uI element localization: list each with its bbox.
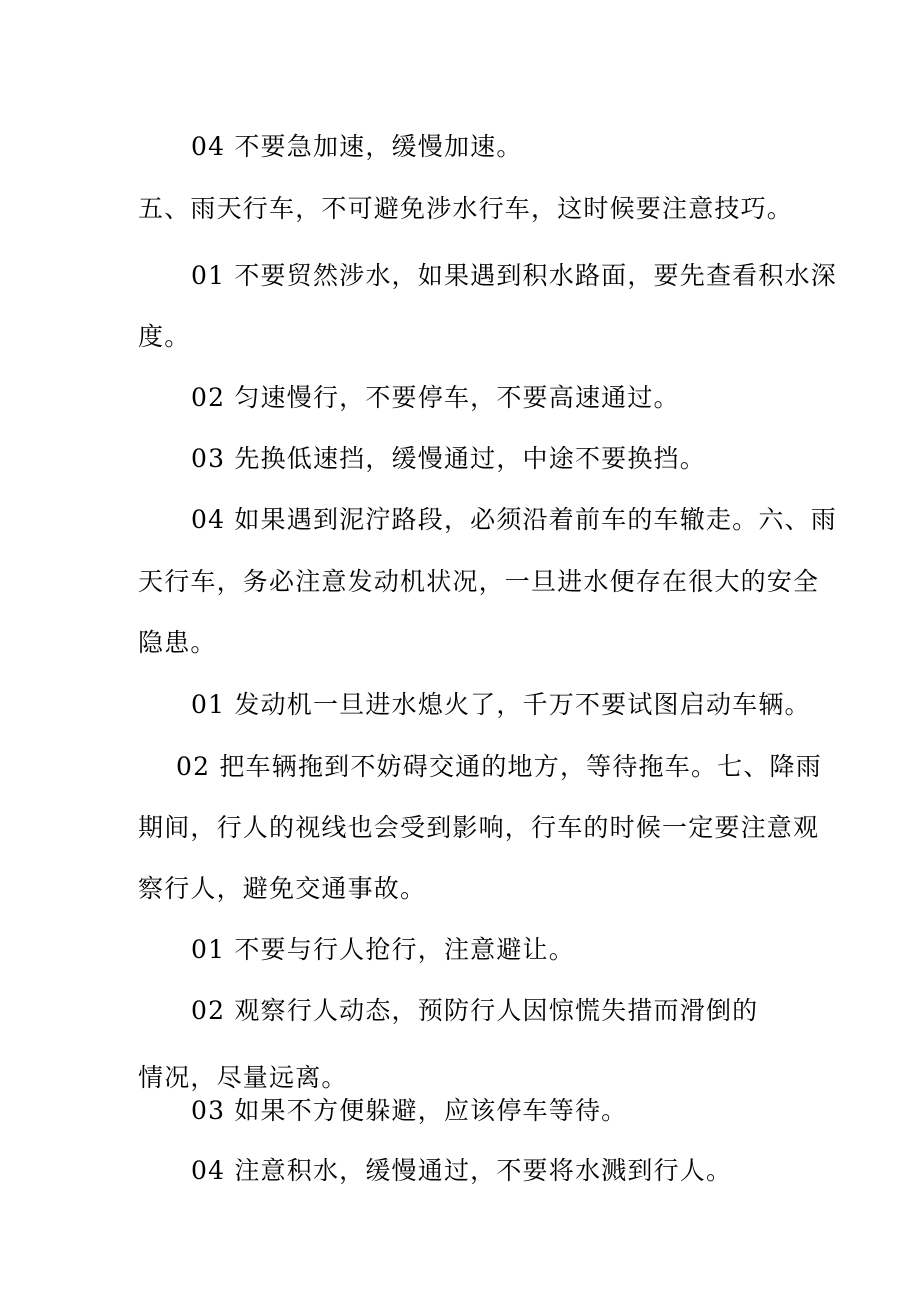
text-line: 02 观察行人动态，预防行人因惊慌失措而滑倒的 [191,996,759,1025]
text-line: 03 先换低速挡，缓慢通过，中途不要换挡。 [191,444,706,473]
text-line: 天行车，务必注意发动机状况，一旦进水便存在很大的安全 [138,567,820,596]
text-line: 04 不要急加速，缓慢加速。 [191,132,523,161]
text-line: 01 不要与行人抢行，注意避让。 [191,935,575,964]
text-line: 01 发动机一旦进水熄火了，千万不要试图启动车辆。 [191,690,811,719]
text-line: 隐患。 [138,628,217,657]
text-line: 03 如果不方便躲避，应该停车等待。 [191,1096,628,1125]
text-line: 察行人，避免交通事故。 [138,874,427,903]
text-line: 02 匀速慢行，不要停车，不要高速通过。 [191,383,680,412]
text-line: 02 把车辆拖到不妨碍交通的地方，等待拖车。七、降雨 [176,752,822,781]
text-line: 04 注意积水，缓慢通过，不要将水溅到行人。 [191,1156,733,1185]
text-line: 04 如果遇到泥泞路段，必须沿着前车的车辙走。六、雨 [191,505,837,534]
text-line: 度。 [138,322,191,351]
text-line: 情况，尽量远离。 [138,1063,348,1092]
text-line: 期间，行人的视线也会受到影响，行车的时候一定要注意观 [138,813,820,842]
section-heading: 五、雨天行车，不可避免涉水行车，这时候要注意技巧。 [138,194,794,223]
text-line: 01 不要贸然涉水，如果遇到积水路面，要先查看积水深 [191,261,837,290]
